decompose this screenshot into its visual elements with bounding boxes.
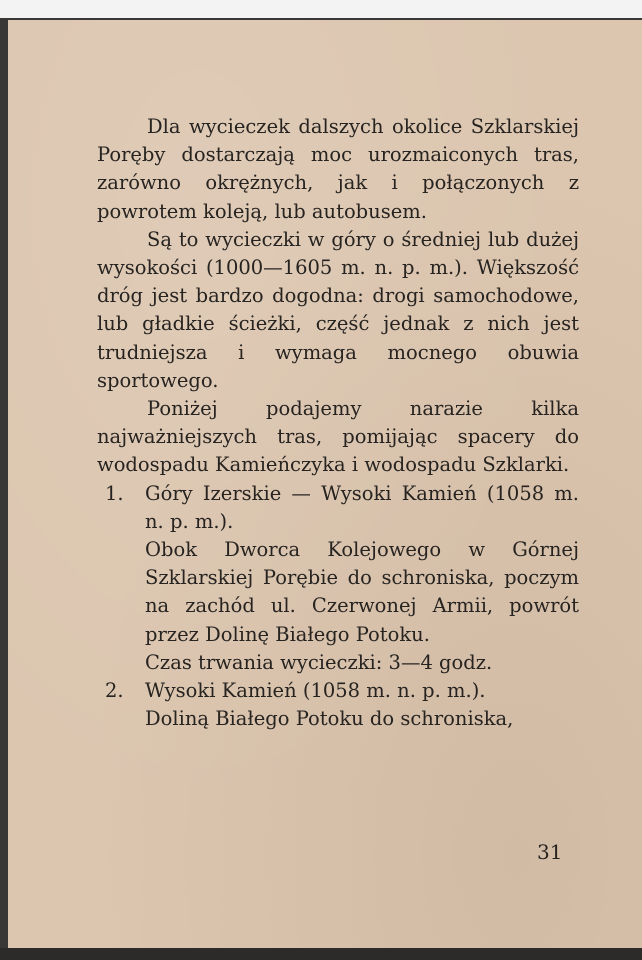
top-border (0, 0, 642, 18)
route-number: 2. (105, 679, 124, 703)
route-title: Wysoki Kamień (1058 m. n. p. m.). (145, 679, 486, 703)
book-page (8, 20, 642, 948)
route-description: Obok Dworca Kolejowego w Górnej Szklarskiej Porębie do schroniska, poczym na zachód ul. Czerwonej Armii, powrót przez Dolinę Białego Potoku. (145, 538, 579, 646)
page-body (97, 113, 579, 733)
paragraph-intro: Dla wycieczek dalszych okolice Szklarskiej Poręby dostarczają moc urozmaiconych tras, zarówno okrężnych, jak i połączonych z powrotem koleją, lub autobusem. (97, 115, 579, 223)
page-number: 31 (537, 840, 563, 864)
paragraph-routes: Poniżej podajemy narazie kilka najważniejszych tras, pomijając spacery do wodospadu Kamieńczyka i wodospadu Szklarki. (97, 397, 579, 477)
route-item-1 (97, 480, 579, 677)
route-number: 1. (105, 481, 124, 505)
route-item-2 (97, 677, 579, 733)
route-duration: Czas trwania wycieczki: 3—4 godz. (145, 650, 493, 674)
route-title: Góry Izerskie — Wysoki Kamień (1058 m. n. p. m.). (145, 481, 579, 533)
bottom-border (0, 948, 642, 960)
paragraph-mountains: Są to wycieczki w góry o średniej lub dużej wysokości (1000—1605 m. n. p. m.). Większość dróg jest bardzo dogodna: drogi samochodowe, lub gładkie ścieżki, część jednak z nich jest trudniejsza i wymaga mocnego obuwia sportowego. (97, 227, 579, 392)
route-description: Doliną Białego Potoku do schroniska, (145, 707, 514, 731)
